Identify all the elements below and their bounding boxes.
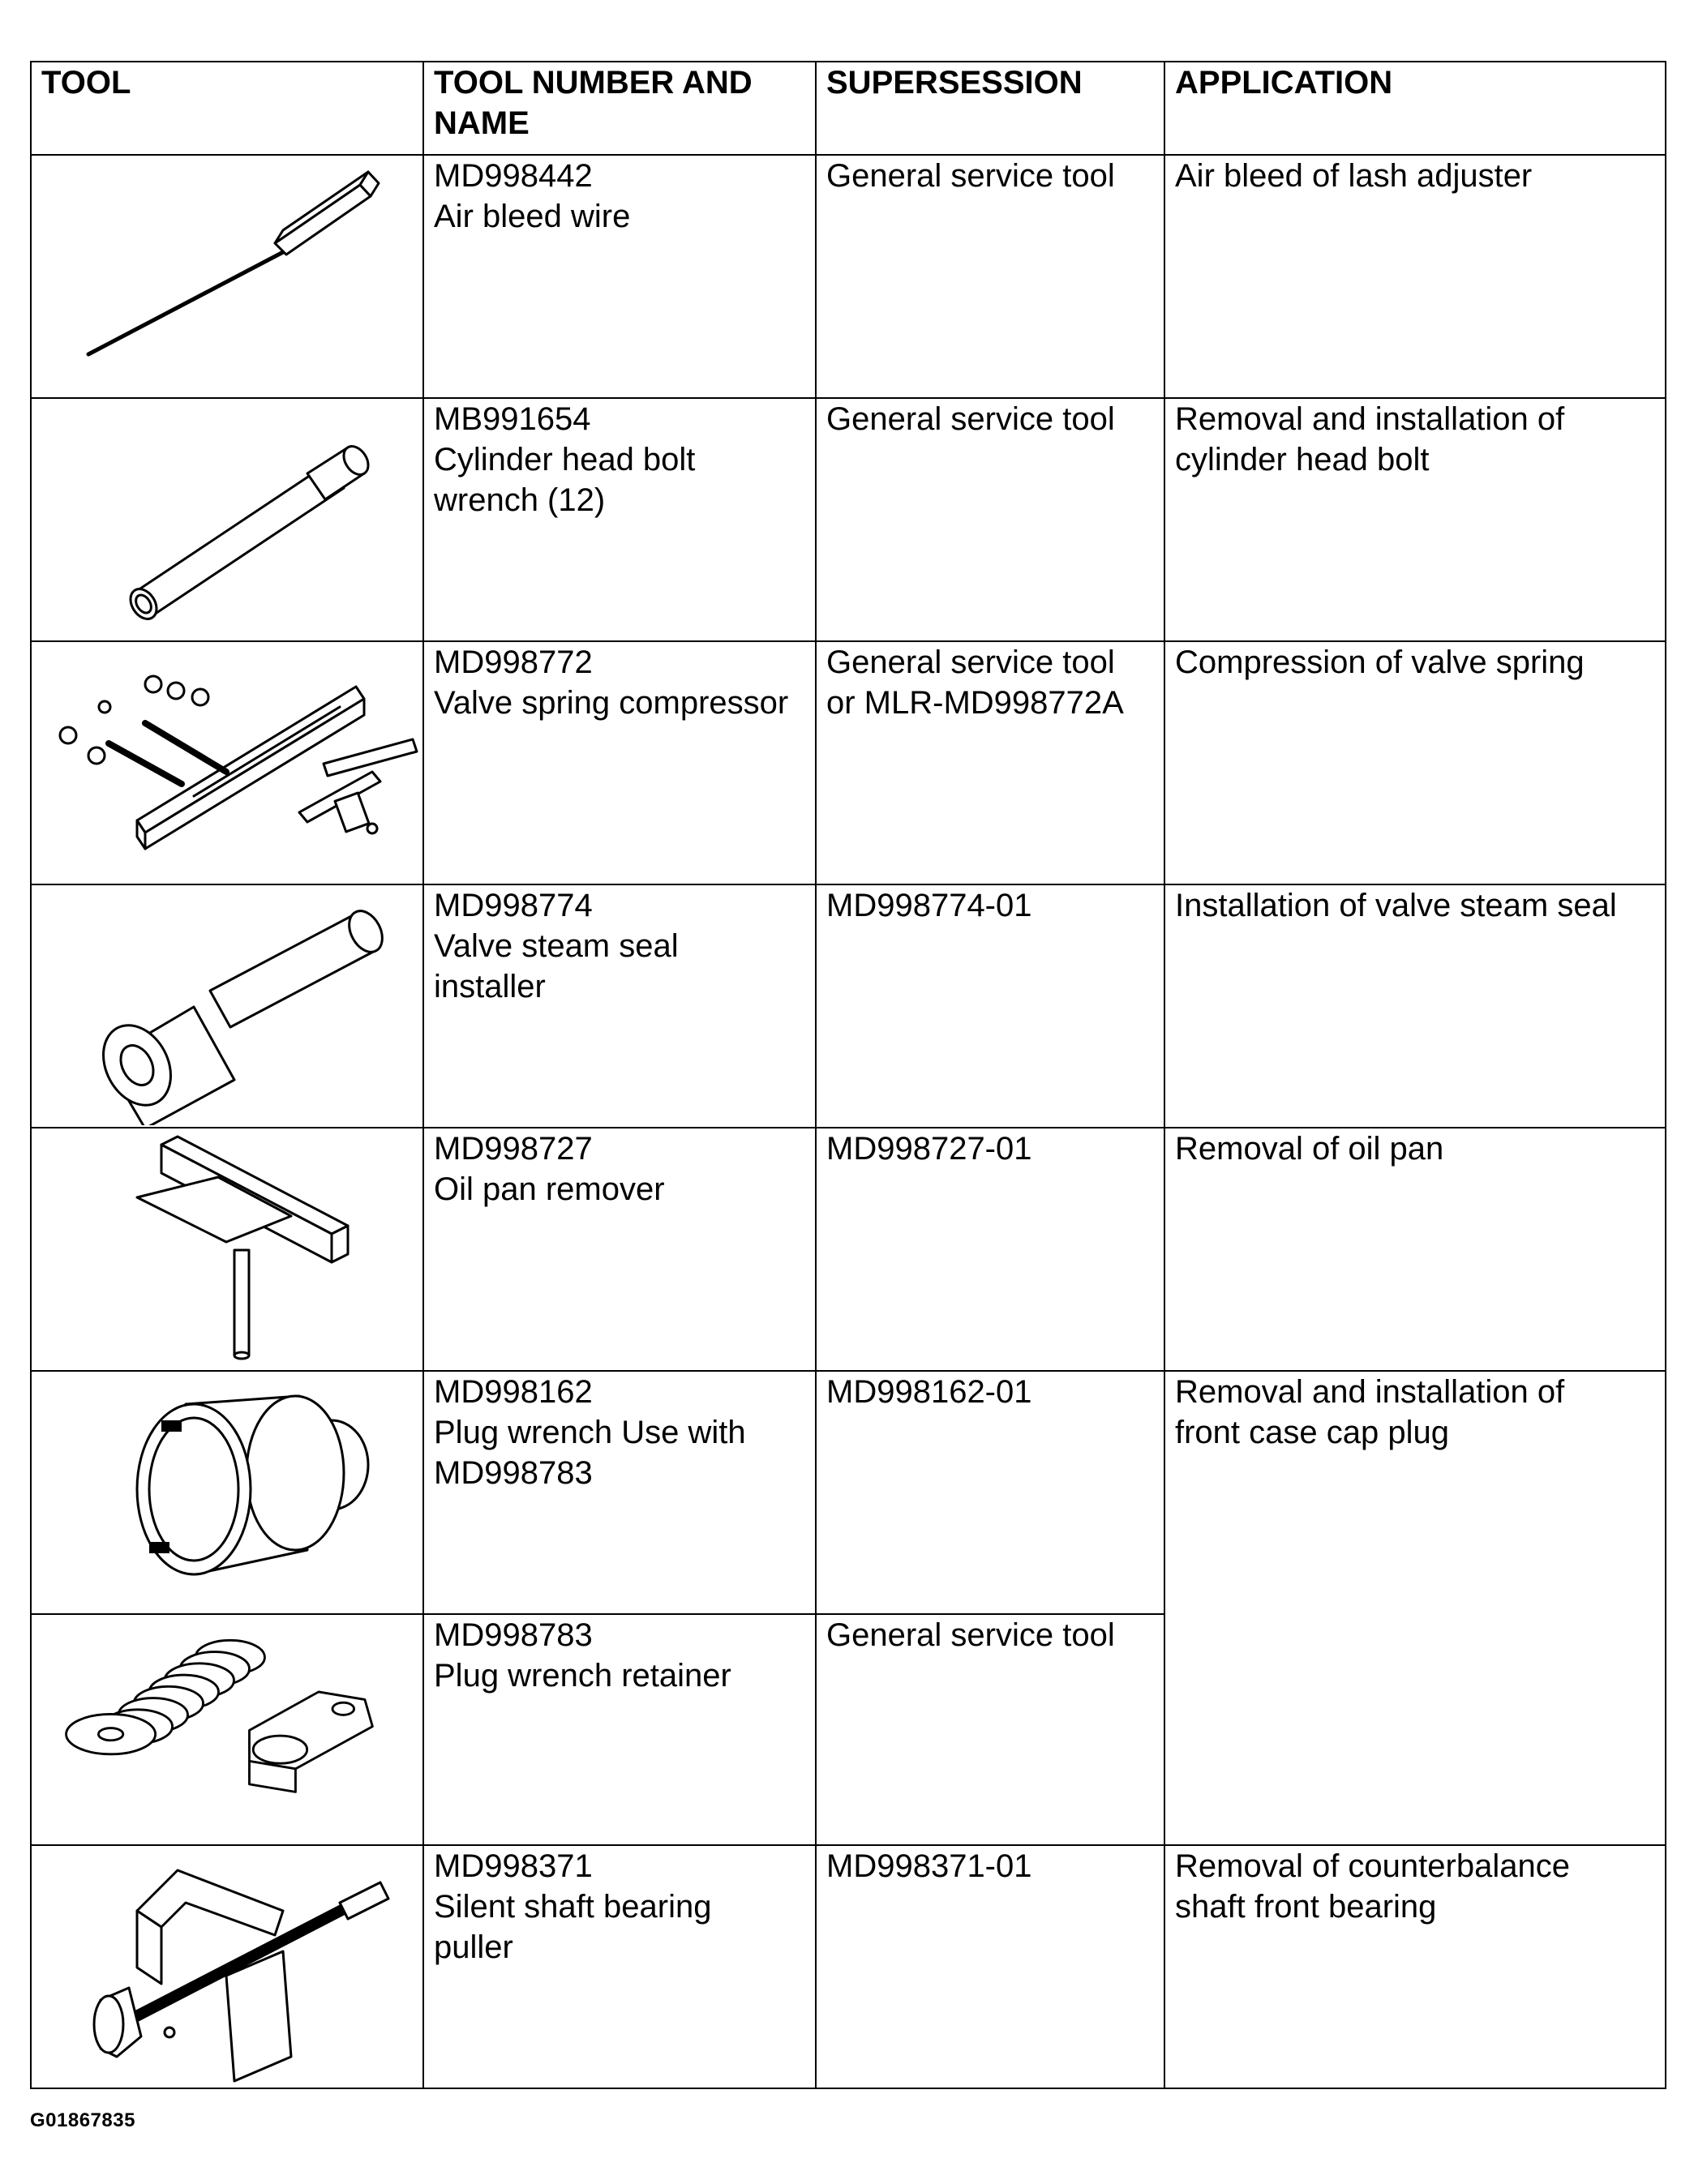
- application-text: Compression of valve spring: [1175, 644, 1585, 680]
- oil-pan-remover-icon: [32, 1128, 421, 1368]
- supersession-cell: [816, 1371, 1164, 1614]
- tool-name: MD998783: [434, 1455, 593, 1491]
- application-text: Installation of valve steam seal: [1175, 888, 1617, 923]
- tool-number-name-cell: [423, 641, 816, 884]
- table-row: [31, 641, 1666, 884]
- supersession-text: MD998727-01: [826, 1131, 1032, 1167]
- tool-image-cell: [31, 1614, 423, 1845]
- tool-name: Oil pan remover: [434, 1171, 665, 1207]
- tool-image-cell: [31, 641, 423, 884]
- supersession-text: General service tool: [826, 401, 1115, 437]
- tool-number: MD998162: [434, 1374, 593, 1410]
- supersession-cell: [816, 1128, 1164, 1371]
- table-row: [31, 398, 1666, 641]
- application-text: Removal and installation of: [1175, 1374, 1565, 1410]
- application-cell: [1164, 884, 1666, 1128]
- tool-name: Air bleed wire: [434, 199, 631, 234]
- supersession-text: or MLR-MD998772A: [826, 685, 1124, 721]
- tool-name: Valve spring compressor: [434, 685, 789, 721]
- supersession-text: MD998371-01: [826, 1848, 1032, 1884]
- tool-name: Valve steam seal: [434, 928, 679, 964]
- tool-name: Plug wrench Use with: [434, 1415, 746, 1450]
- tool-image-cell: [31, 398, 423, 641]
- tool-name: wrench (12): [434, 482, 606, 518]
- application-cell: [1164, 641, 1666, 884]
- header-row: [31, 62, 1666, 155]
- table-row: [31, 884, 1666, 1128]
- application-text: Removal and installation of: [1175, 401, 1565, 437]
- tool-number-name-cell: [423, 1128, 816, 1371]
- header-tool-number-name: TOOL NUMBER AND NAME: [423, 62, 816, 155]
- tool-name: Silent shaft bearing: [434, 1889, 712, 1925]
- header-tool: TOOL: [31, 62, 423, 155]
- supersession-text: MD998774-01: [826, 888, 1032, 923]
- tool-name: installer: [434, 969, 546, 1004]
- application-text: Removal of counterbalance: [1175, 1848, 1570, 1884]
- socket-wrench-icon: [32, 399, 421, 639]
- bearing-puller-icon: [32, 1846, 421, 2086]
- tool-number-name-cell: [423, 1614, 816, 1845]
- tool-image-cell: [31, 1845, 423, 2088]
- table-row: [31, 155, 1666, 398]
- supersession-cell: [816, 1614, 1164, 1845]
- table-row: [31, 1371, 1666, 1614]
- application-text: front case cap plug: [1175, 1415, 1449, 1450]
- tool-name: puller: [434, 1929, 513, 1965]
- tool-number: MD998783: [434, 1617, 593, 1653]
- supersession-cell: [816, 1845, 1164, 2088]
- seal-installer-icon: [32, 885, 421, 1125]
- tool-number: MD998371: [434, 1848, 593, 1884]
- tool-number: MD998727: [434, 1131, 593, 1167]
- application-cell: [1164, 398, 1666, 641]
- supersession-text: General service tool: [826, 158, 1115, 194]
- supersession-cell: [816, 884, 1164, 1128]
- tool-number-name-cell: [423, 1845, 816, 2088]
- header-supersession: SUPERSESSION: [816, 62, 1164, 155]
- tool-name: Cylinder head bolt: [434, 442, 696, 477]
- application-cell: [1164, 1371, 1666, 1845]
- tool-number: MD998442: [434, 158, 593, 194]
- supersession-text: MD998162-01: [826, 1374, 1032, 1410]
- tool-image-cell: [31, 1128, 423, 1371]
- application-cell: [1164, 1128, 1666, 1371]
- application-text: Air bleed of lash adjuster: [1175, 158, 1533, 194]
- special-tools-table: [30, 61, 1666, 2089]
- plug-wrench-retainer-icon: [32, 1615, 421, 1843]
- supersession-cell: [816, 398, 1164, 641]
- application-text: cylinder head bolt: [1175, 442, 1430, 477]
- tool-number: MB991654: [434, 401, 591, 437]
- tool-number-name-cell: [423, 155, 816, 398]
- figure-code: G01867835: [30, 2109, 135, 2131]
- application-text: Removal of oil pan: [1175, 1131, 1444, 1167]
- tool-number-name-cell: [423, 884, 816, 1128]
- supersession-cell: [816, 641, 1164, 884]
- supersession-cell: [816, 155, 1164, 398]
- tool-image-cell: [31, 155, 423, 398]
- tool-number-name-cell: [423, 398, 816, 641]
- valve-spring-compressor-icon: [32, 642, 421, 882]
- table-row: [31, 1128, 1666, 1371]
- supersession-text: General service tool: [826, 1617, 1115, 1653]
- application-cell: [1164, 155, 1666, 398]
- supersession-text: General service tool: [826, 644, 1115, 680]
- application-cell: [1164, 1845, 1666, 2088]
- table-row: [31, 1845, 1666, 2088]
- header-application: APPLICATION: [1164, 62, 1666, 155]
- application-text: shaft front bearing: [1175, 1889, 1437, 1925]
- plug-wrench-icon: [32, 1372, 421, 1612]
- tool-name: Plug wrench retainer: [434, 1658, 731, 1694]
- tool-number-name-cell: [423, 1371, 816, 1614]
- tool-number: MD998772: [434, 644, 593, 680]
- air-bleed-wire-icon: [32, 156, 421, 396]
- tool-image-cell: [31, 884, 423, 1128]
- tool-image-cell: [31, 1371, 423, 1614]
- tool-number: MD998774: [434, 888, 593, 923]
